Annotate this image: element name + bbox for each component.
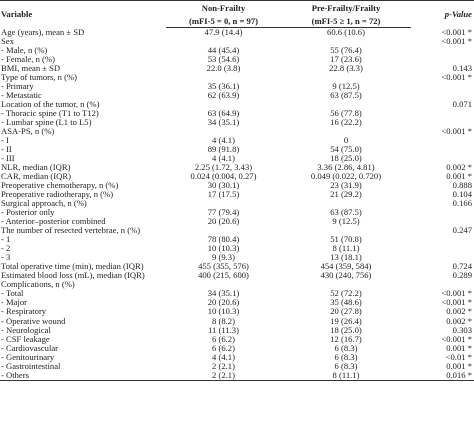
cell-variable: - Gastrointestinal xyxy=(1,361,61,371)
table-row xyxy=(0,145,474,154)
cell-variable: - Cardiovascular xyxy=(1,343,59,353)
table-row xyxy=(0,199,474,208)
cell-p-value xyxy=(411,82,474,91)
cell-p-value: <0.001 * xyxy=(441,289,472,299)
cell-non-frailty: 17 (17.5) xyxy=(207,190,240,200)
cell-pre-frailty xyxy=(281,73,411,82)
cell-p-value: 0.002 * xyxy=(446,163,472,173)
cell-p-value xyxy=(411,91,474,100)
cell-p-value: <0.01 * xyxy=(445,352,472,362)
cell-variable: - Thoracic spine (T1 to T12) xyxy=(1,109,99,119)
cell-non-frailty: 44 (45.4) xyxy=(207,46,240,56)
table-row xyxy=(0,280,474,289)
table-row xyxy=(0,217,474,226)
cell-variable: - Metastatic xyxy=(1,91,42,101)
cell-p-value xyxy=(411,217,474,226)
cell-non-frailty: 0.024 (0.004, 0.27) xyxy=(190,172,257,182)
cell-p-value: 0.016 * xyxy=(411,371,474,381)
cell-pre-frailty xyxy=(281,226,411,235)
cell-p-value: 0.888 xyxy=(452,181,472,191)
cell-pre-frailty: 20 (27.8) xyxy=(330,307,362,317)
cell-p-value: 0.247 xyxy=(452,226,472,236)
cell-p-value: 0.724 xyxy=(452,262,472,272)
table-row xyxy=(0,298,474,307)
cell-variable: Total operative time (min), median (IQR) xyxy=(1,262,144,272)
cell-p-value xyxy=(411,145,474,154)
cell-pre-frailty: 12 (16.7) xyxy=(330,334,362,344)
cell-non-frailty: 9 (9.3) xyxy=(212,253,235,263)
table-row xyxy=(0,271,474,280)
table-row xyxy=(0,353,474,362)
cell-variable: CAR, median (IQR) xyxy=(1,172,71,182)
cell-p-value: 0.143 xyxy=(452,64,472,74)
header-pre-frailty: Pre-Frailty/Frailty xyxy=(281,1,411,15)
table-header xyxy=(0,1,474,28)
cell-p-value xyxy=(411,118,474,127)
cell-p-value: <0.001 * xyxy=(441,334,472,344)
cell-non-frailty: 4 (4.1) xyxy=(212,352,235,362)
cell-non-frailty xyxy=(166,37,281,46)
table-row xyxy=(0,37,474,46)
cell-pre-frailty: 56 (77.8) xyxy=(330,109,362,119)
cell-pre-frailty: 18 (25.0) xyxy=(330,325,362,335)
cell-non-frailty: 2 (2.1) xyxy=(166,371,281,381)
table-row xyxy=(0,109,474,118)
table-row xyxy=(0,91,474,100)
cell-non-frailty: 35 (36.1) xyxy=(207,82,240,92)
table-row xyxy=(0,82,474,91)
cell-pre-frailty: 13 (18.1) xyxy=(330,253,362,263)
cell-variable: - 2 xyxy=(1,244,11,254)
cell-non-frailty: 77 (79.4) xyxy=(207,208,240,218)
cell-p-value: 0.289 xyxy=(452,271,472,281)
table-row xyxy=(0,326,474,335)
table-row xyxy=(0,64,474,73)
table-row xyxy=(0,226,474,235)
cell-non-frailty: 2 (2.1) xyxy=(212,361,235,371)
cell-variable: - Neurological xyxy=(1,325,51,335)
table-row xyxy=(0,100,474,109)
cell-variable: Age (years), mean ± SD xyxy=(1,27,85,37)
cell-pre-frailty: 21 (29.2) xyxy=(330,190,362,200)
table-row xyxy=(0,163,474,172)
cell-non-frailty: 78 (80.4) xyxy=(207,235,240,245)
cell-pre-frailty: 63 (87.5) xyxy=(330,91,362,101)
cell-non-frailty: 63 (64.9) xyxy=(207,109,240,119)
table-row xyxy=(0,55,474,64)
cell-p-value: 0.166 xyxy=(452,199,472,209)
cell-p-value xyxy=(411,235,474,244)
cell-variable: - Female, n (%) xyxy=(1,55,55,65)
cell-non-frailty xyxy=(166,226,281,235)
cell-non-frailty: 2.25 (1.72, 3.43) xyxy=(194,163,253,173)
cell-pre-frailty: 9 (12.5) xyxy=(332,82,360,92)
table-row xyxy=(0,253,474,262)
cell-variable: Preoperative radiotherapy, n (%) xyxy=(1,190,114,200)
cell-p-value xyxy=(411,55,474,64)
cell-non-frailty: 47.9 (14.4) xyxy=(204,27,243,37)
cell-variable: ASA-PS, n (%) xyxy=(1,127,55,137)
cell-variable: - Male, n (%) xyxy=(1,46,48,56)
cell-pre-frailty: 0.049 (0.022, 0.720) xyxy=(310,172,382,182)
cell-non-frailty: 400 (215, 600) xyxy=(198,271,249,281)
cell-pre-frailty: 454 (359, 584) xyxy=(320,262,372,272)
cell-non-frailty: 34 (35.1) xyxy=(207,118,240,128)
cell-p-value xyxy=(411,208,474,217)
cell-non-frailty: 10 (10.3) xyxy=(207,244,240,254)
cell-p-value: 0.002 * xyxy=(446,307,472,317)
table-row xyxy=(0,172,474,181)
cell-pre-frailty: 430 (240, 756) xyxy=(320,271,372,281)
cell-non-frailty: 34 (35.1) xyxy=(207,289,240,299)
cell-non-frailty: 6 (6.2) xyxy=(212,334,235,344)
cell-p-value: 0.001 * xyxy=(446,361,472,371)
cell-non-frailty: 20 (20.6) xyxy=(207,217,240,227)
cell-pre-frailty xyxy=(281,280,411,289)
cell-pre-frailty: 18 (25.0) xyxy=(330,154,362,164)
cell-p-value: <0.001 * xyxy=(441,27,472,37)
table-row xyxy=(0,244,474,253)
cell-p-value: <0.001 * xyxy=(441,298,472,308)
cell-p-value: 0.002 * xyxy=(446,316,472,326)
cell-variable: - Total xyxy=(1,289,24,299)
cell-variable: - Others xyxy=(0,371,166,381)
cell-variable: - II xyxy=(1,145,12,155)
cell-pre-frailty: 35 (48.6) xyxy=(330,298,362,308)
cell-variable: - Genitourinary xyxy=(1,352,55,362)
cell-p-value: <0.001 * xyxy=(441,73,472,83)
cell-non-frailty: 20 (20.6) xyxy=(207,298,240,308)
cell-p-value: 0.071 xyxy=(452,100,472,110)
cell-variable: - Respiratory xyxy=(1,307,47,317)
cell-pre-frailty: 19 (26.4) xyxy=(330,316,362,326)
cell-non-frailty: 62 (63.9) xyxy=(207,91,240,101)
cell-p-value xyxy=(411,154,474,163)
cell-p-value: 0.303 xyxy=(452,325,472,335)
cell-variable: Estimated blood loss (mL), median (IQR) xyxy=(1,271,145,281)
cell-p-value: <0.001 * xyxy=(441,127,472,137)
cell-p-value: 0.001 * xyxy=(446,343,472,353)
header-p-value: p-Value xyxy=(411,1,474,28)
cell-non-frailty: 455 (355, 576) xyxy=(198,262,249,272)
table-row xyxy=(0,344,474,353)
cell-p-value xyxy=(411,244,474,253)
cell-variable: - Operative wound xyxy=(1,316,66,326)
cell-non-frailty xyxy=(166,100,281,109)
table-row xyxy=(0,136,474,145)
cell-pre-frailty xyxy=(281,199,411,208)
header-non-frailty: Non-Frailty xyxy=(166,1,281,15)
header-pre-frailty-subtitle: (mFI-5 ≥ 1, n = 72) xyxy=(281,14,411,28)
cell-variable: Preoperative chemotherapy, n (%) xyxy=(1,181,119,191)
cell-variable: - Posterior only xyxy=(1,208,55,218)
cell-pre-frailty: 52 (72.2) xyxy=(330,289,362,299)
cell-non-frailty: 4 (4.1) xyxy=(212,136,235,146)
cell-p-value xyxy=(411,136,474,145)
cell-pre-frailty xyxy=(281,100,411,109)
table-row xyxy=(0,46,474,55)
cell-non-frailty: 89 (91.8) xyxy=(207,145,240,155)
table-body xyxy=(0,28,474,381)
cell-non-frailty xyxy=(166,73,281,82)
cell-p-value xyxy=(411,46,474,55)
cell-pre-frailty xyxy=(281,37,411,46)
table-row xyxy=(0,154,474,163)
table-row xyxy=(0,208,474,217)
cell-pre-frailty: 6 (8.3) xyxy=(334,343,358,353)
cell-pre-frailty: 8 (11.1) xyxy=(332,244,360,254)
cell-pre-frailty: 6 (8.3) xyxy=(334,352,358,362)
cell-variable: - Anterior–posterior combined xyxy=(1,217,106,227)
table-row xyxy=(0,28,474,38)
cell-pre-frailty: 9 (12.5) xyxy=(332,217,360,227)
table-row xyxy=(0,190,474,199)
table-row xyxy=(0,118,474,127)
cell-non-frailty xyxy=(166,199,281,208)
cell-pre-frailty xyxy=(281,127,411,136)
cell-variable: - Primary xyxy=(1,82,34,92)
cell-non-frailty: 30 (30.1) xyxy=(207,181,240,191)
cell-p-value xyxy=(411,109,474,118)
cell-non-frailty: 53 (54.6) xyxy=(207,55,240,65)
cell-pre-frailty: 22.8 (3.3) xyxy=(329,64,363,74)
table-row xyxy=(0,235,474,244)
cell-non-frailty xyxy=(166,280,281,289)
cell-variable: Type of tumors, n (%) xyxy=(1,73,78,83)
cell-p-value xyxy=(411,253,474,262)
cell-pre-frailty: 60.6 (10.6) xyxy=(327,27,365,37)
cell-variable: BMI, mean ± SD xyxy=(1,64,61,74)
cell-variable: Surgical approach, n (%) xyxy=(1,199,87,209)
cell-variable: - Lumbar spine (L1 to L5) xyxy=(1,118,92,128)
cell-variable: - I xyxy=(1,136,9,146)
cell-non-frailty: 6 (6.2) xyxy=(212,343,235,353)
cell-non-frailty: 4 (4.1) xyxy=(212,154,235,164)
cell-p-value: <0.001 * xyxy=(441,37,472,47)
table-row xyxy=(0,127,474,136)
cell-pre-frailty: 17 (23.6) xyxy=(330,55,362,65)
cell-variable: - 1 xyxy=(1,235,11,245)
cell-non-frailty: 8 (8.2) xyxy=(212,316,235,326)
cell-pre-frailty: 6 (8.3) xyxy=(334,361,358,371)
header-non-frailty-subtitle: (mFI-5 = 0, n = 97) xyxy=(166,14,281,28)
cell-pre-frailty: 23 (31.9) xyxy=(330,181,362,191)
cell-variable: - Major xyxy=(1,298,28,308)
cell-p-value xyxy=(411,280,474,289)
table-row xyxy=(0,73,474,82)
cell-pre-frailty: 0 xyxy=(343,136,349,146)
cell-variable: NLR, median (IQR) xyxy=(1,163,71,173)
table-row xyxy=(0,371,474,381)
table-row xyxy=(0,335,474,344)
cell-variable: Sex xyxy=(1,37,14,47)
cell-pre-frailty: 55 (76.4) xyxy=(330,46,362,56)
cell-pre-frailty: 63 (87.5) xyxy=(330,208,362,218)
table-row xyxy=(0,289,474,298)
header-variable: Variable xyxy=(0,1,166,28)
table-row xyxy=(0,307,474,316)
cell-variable: - CSF leakage xyxy=(1,334,50,344)
cell-p-value: 0.104 xyxy=(452,190,472,200)
cell-variable: Location of the tumor, n (%) xyxy=(1,100,100,110)
cell-p-value: 0.001 * xyxy=(446,172,472,182)
cell-variable: Complications, n (%) xyxy=(1,280,75,290)
cell-pre-frailty: 54 (75.0) xyxy=(330,145,362,155)
cell-non-frailty: 10 (10.3) xyxy=(207,307,240,317)
cell-variable: - 3 xyxy=(1,253,11,263)
table-row xyxy=(0,262,474,271)
table-row xyxy=(0,181,474,190)
table-row xyxy=(0,362,474,371)
cell-pre-frailty: 51 (70.8) xyxy=(330,235,362,245)
cell-non-frailty xyxy=(166,127,281,136)
cell-non-frailty: 11 (11.3) xyxy=(208,325,239,335)
cell-variable: - III xyxy=(1,154,15,164)
cell-pre-frailty: 3.36 (2.86, 4.81) xyxy=(317,163,375,173)
cell-pre-frailty: 8 (11.1) xyxy=(281,371,411,381)
cell-pre-frailty: 16 (22.2) xyxy=(330,118,362,128)
cell-non-frailty: 22.0 (3.8) xyxy=(206,64,241,74)
cell-variable: The number of resected vertebrae, n (%) xyxy=(1,226,141,236)
table-row xyxy=(0,317,474,326)
